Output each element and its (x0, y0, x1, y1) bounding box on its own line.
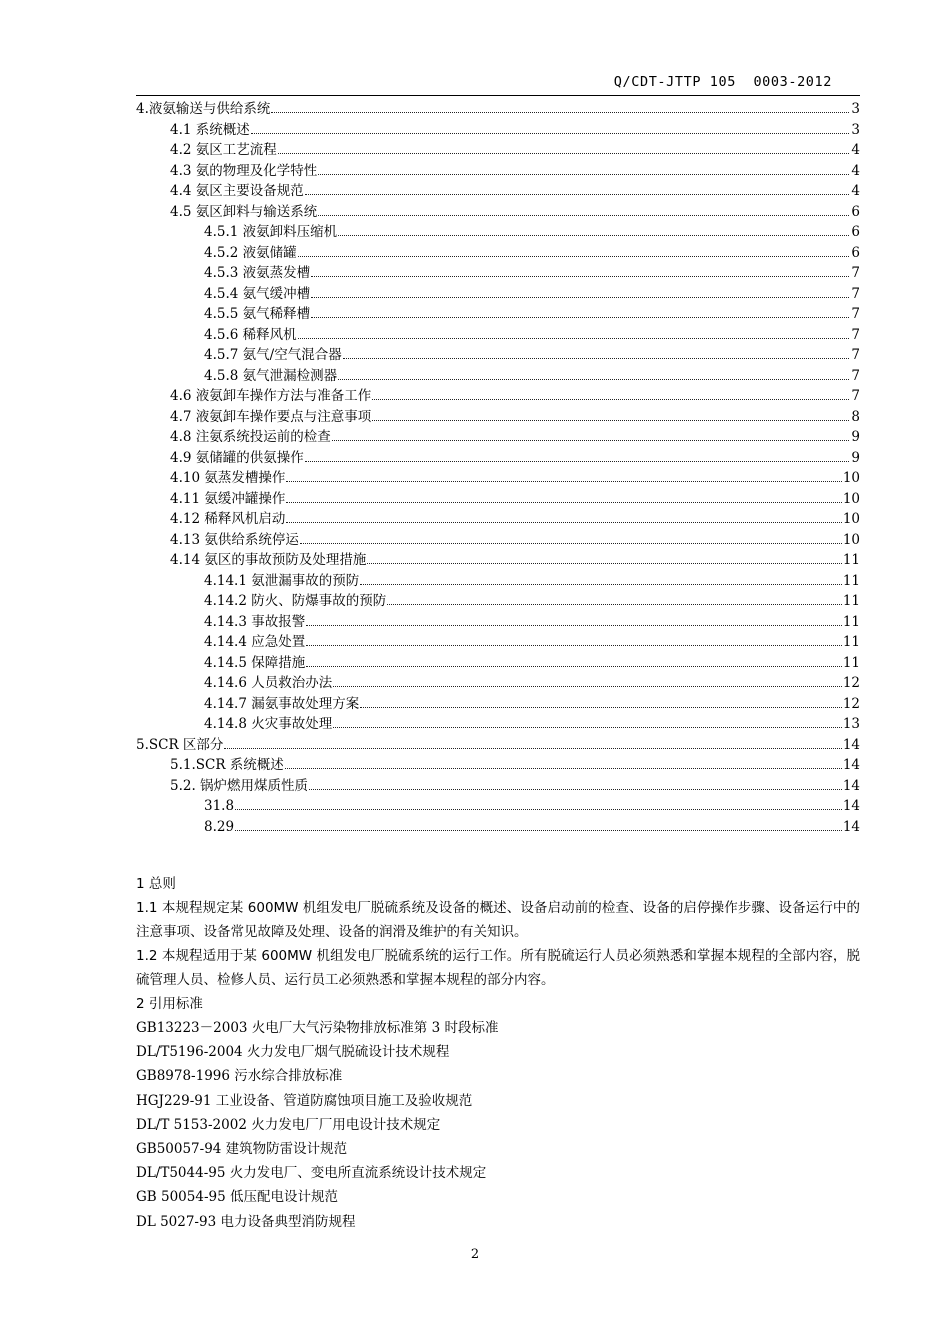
toc-entry-title: 4.3 氨的物理及化学特性 (170, 162, 318, 179)
toc-dot-leader (311, 276, 849, 277)
toc-entry-title: 5.1.SCR 系统概述 (170, 757, 284, 773)
toc-entry-page: 7 (851, 326, 860, 343)
section-heading-references: 2 引用标准 (136, 996, 203, 1012)
toc-entry-page: 14 (842, 777, 860, 794)
toc-entry-title: 4.5.5 氨气稀释槽 (204, 306, 311, 322)
toc-entry-page: 11 (842, 613, 860, 630)
toc-dot-leader (333, 686, 842, 687)
toc-entry-page: 10 (842, 490, 860, 507)
toc-entry[interactable] (136, 509, 860, 530)
toc-entry-page: 10 (842, 531, 860, 548)
standard-item: DL/T5044-95 火力发电厂、变电所直流系统设计技术规定 (136, 1165, 487, 1182)
toc-entry-page: 9 (851, 429, 860, 445)
toc-dot-leader (300, 543, 842, 544)
toc-entry[interactable] (136, 735, 860, 756)
toc-entry-page: 10 (842, 470, 860, 486)
toc-dot-leader (387, 604, 842, 605)
toc-entry-title: 8.29 (204, 818, 235, 835)
document-body (136, 872, 860, 1234)
toc-entry[interactable] (136, 222, 860, 243)
toc-entry[interactable] (136, 653, 860, 674)
toc-entry[interactable] (136, 796, 860, 817)
toc-entry-page: 4 (851, 162, 860, 179)
toc-dot-leader (298, 338, 849, 339)
toc-entry-title: 4.5.6 稀释风机 (204, 326, 297, 343)
toc-entry-title: 4.7 液氨卸车操作要点与注意事项 (170, 408, 372, 425)
toc-entry-page: 11 (842, 593, 860, 609)
toc-entry-title: 4.5.1 液氨卸料压缩机 (204, 224, 338, 240)
toc-entry[interactable] (136, 366, 860, 387)
toc-dot-leader (372, 399, 849, 400)
toc-dot-leader (306, 625, 842, 626)
toc-entry-title: 4.液氨输送与供给系统 (136, 101, 271, 117)
toc-dot-leader (338, 235, 849, 236)
toc-entry-title: 4.9 氨储罐的供氨操作 (170, 449, 304, 466)
toc-entry-title: 4.8 注氨系统投运前的检查 (170, 429, 331, 445)
toc-entry-page: 8 (851, 408, 860, 425)
toc-entry-title: 4.4 氨区主要设备规范 (170, 183, 304, 199)
toc-entry-page: 7 (851, 306, 860, 322)
toc-dot-leader (311, 317, 849, 318)
toc-entry-page: 7 (851, 265, 860, 281)
toc-entry-title: 4.5.7 氨气/空气混合器 (204, 347, 342, 363)
toc-dot-leader (360, 707, 842, 708)
toc-entry-page: 14 (842, 736, 860, 753)
toc-dot-leader (251, 133, 849, 134)
toc-dot-leader (305, 194, 849, 195)
toc-entry[interactable] (136, 386, 860, 407)
toc-entry-page: 11 (842, 552, 860, 568)
toc-entry[interactable] (136, 325, 860, 346)
toc-dot-leader (343, 358, 849, 359)
toc-dot-leader (271, 112, 849, 113)
toc-dot-leader (332, 440, 849, 441)
toc-entry-title: 4.5.4 氨气缓冲槽 (204, 285, 311, 302)
toc-entry[interactable] (136, 817, 860, 838)
toc-dot-leader (298, 256, 849, 257)
toc-entry-page: 4 (851, 142, 860, 158)
toc-entry-title: 4.10 氨蒸发槽操作 (170, 470, 286, 486)
toc-entry[interactable] (136, 304, 860, 325)
toc-dot-leader (360, 584, 842, 585)
toc-entry[interactable] (136, 591, 860, 612)
toc-dot-leader (305, 461, 849, 462)
toc-dot-leader (224, 748, 841, 749)
standard-item: DL/T 5153-2002 火力发电厂厂用电设计技术规定 (136, 1116, 441, 1133)
toc-dot-leader (318, 215, 849, 216)
toc-dot-leader (311, 297, 849, 298)
toc-entry-page: 4 (851, 183, 860, 199)
toc-entry-title: 4.1 系统概述 (170, 121, 250, 138)
toc-entry-page: 11 (842, 572, 860, 589)
toc-dot-leader (286, 481, 841, 482)
toc-entry-page: 10 (842, 511, 860, 527)
toc-entry[interactable] (136, 202, 860, 223)
toc-entry-title: 4.14 氨区的事故预防及处理措施 (170, 552, 367, 568)
toc-dot-leader (309, 789, 842, 790)
standard-item: DL/T5196-2004 火力发电厂烟气脱硫设计技术规程 (136, 1044, 450, 1061)
toc-dot-leader (286, 502, 841, 503)
toc-entry-page: 12 (842, 695, 860, 712)
toc-entry-page: 14 (842, 798, 860, 814)
standard-item: GB50057-94 建筑物防雷设计规范 (136, 1140, 348, 1157)
toc-entry-title: 5.SCR 区部分 (136, 736, 224, 753)
toc-entry[interactable] (136, 448, 860, 469)
toc-entry[interactable] (136, 489, 860, 510)
toc-entry-title: 4.5.8 氨气泄漏检测器 (204, 367, 338, 384)
toc-entry[interactable] (136, 632, 860, 653)
toc-dot-leader (306, 666, 842, 667)
toc-dot-leader (306, 645, 842, 646)
toc-entry-title: 4.5.3 液氨蒸发槽 (204, 265, 311, 281)
standard-item: GB8978-1996 污水综合排放标准 (136, 1068, 343, 1085)
page-number: 2 (470, 1247, 480, 1262)
paragraph-1-2: 1.2 本规程适用于某 600MW 机组发电厂脱硫系统的运行工作。所有脱硫运行人员必须熟悉和掌握本规程的全部内容，脱硫管理人员、检修人员、运行员工必须熟悉和掌握本规程的部分内容。 (136, 948, 860, 988)
toc-entry-page: 14 (842, 818, 860, 835)
toc-entry-title: 4.2 氨区工艺流程 (170, 142, 277, 158)
toc-entry-page: 6 (851, 224, 860, 240)
toc-dot-leader (235, 809, 842, 810)
toc-dot-leader (318, 174, 849, 175)
toc-dot-leader (372, 420, 849, 421)
toc-entry[interactable] (136, 181, 860, 202)
toc-entry-page: 13 (842, 716, 860, 732)
toc-entry-title: 5.2. 锅炉燃用煤质性质 (170, 777, 309, 794)
toc-entry-page: 6 (851, 203, 860, 220)
toc-entry[interactable] (136, 571, 860, 592)
toc-entry-title: 4.14.6 人员救治办法 (204, 675, 333, 691)
toc-entry[interactable] (136, 161, 860, 182)
paragraph-1-1: 1.1 本规程规定某 600MW 机组发电厂脱硫系统及设备的概述、设备启动前的检查、设备的启停操作步骤、设备运行中的注意事项、设备常见故障及处理、设备的润滑及维护的有关知识。 (136, 900, 860, 940)
toc-entry-title: 4.13 氨供给系统停运 (170, 531, 299, 548)
toc-entry[interactable] (136, 407, 860, 428)
toc-dot-leader (367, 563, 841, 564)
toc-entry-title: 4.14.5 保障措施 (204, 654, 306, 671)
section-heading-general: 1 总则 (136, 876, 176, 892)
standard-item: GB 50054-95 低压配电设计规范 (136, 1189, 338, 1206)
toc-entry-title: 4.14.4 应急处置 (204, 634, 306, 650)
toc-entry[interactable] (136, 550, 860, 571)
toc-entry-title: 4.5.2 液氨储罐 (204, 244, 297, 261)
toc-entry-page: 7 (851, 367, 860, 384)
toc-entry-page: 3 (851, 121, 860, 138)
toc-entry-page: 3 (851, 101, 860, 117)
standard-item: DL 5027-93 电力设备典型消防规程 (136, 1213, 356, 1230)
toc-entry[interactable] (136, 243, 860, 264)
toc-entry[interactable] (136, 468, 860, 489)
toc-entry-title: 4.14.3 事故报警 (204, 613, 306, 630)
toc-entry-title: 4.11 氨缓冲罐操作 (170, 490, 286, 507)
toc-entry-title: 4.12 稀释风机启动 (170, 511, 286, 527)
toc-entry[interactable] (136, 714, 860, 735)
toc-entry[interactable] (136, 120, 860, 141)
toc-entry[interactable] (136, 755, 860, 776)
toc-entry-page: 7 (851, 347, 860, 363)
table-of-contents (136, 99, 860, 837)
toc-entry-page: 11 (842, 634, 860, 650)
toc-entry-title: 4.6 液氨卸车操作方法与准备工作 (170, 388, 372, 404)
toc-entry[interactable] (136, 530, 860, 551)
toc-dot-leader (338, 379, 849, 380)
toc-entry-page: 12 (842, 675, 860, 691)
toc-entry[interactable] (136, 612, 860, 633)
toc-entry-title: 31.8 (204, 798, 235, 814)
toc-entry-title: 4.14.7 漏氨事故处理方案 (204, 695, 360, 712)
toc-entry[interactable] (136, 427, 860, 448)
toc-entry[interactable] (136, 345, 860, 366)
toc-entry-page: 7 (851, 388, 860, 404)
toc-entry-page: 7 (851, 285, 860, 302)
toc-dot-leader (285, 768, 842, 769)
toc-entry-title: 4.5 氨区卸料与输送系统 (170, 203, 318, 220)
toc-entry[interactable] (136, 99, 860, 120)
standard-item: GB13223－2003 火电厂大气污染物排放标准第 3 时段标准 (136, 1020, 499, 1036)
toc-dot-leader (286, 522, 841, 523)
toc-dot-leader (278, 153, 849, 154)
toc-entry-page: 6 (851, 244, 860, 261)
standard-item: HGJ229-91 工业设备、管道防腐蚀项目施工及验收规范 (136, 1092, 473, 1109)
toc-entry[interactable] (136, 140, 860, 161)
toc-entry[interactable] (136, 673, 860, 694)
toc-entry[interactable] (136, 776, 860, 797)
toc-dot-leader (333, 727, 842, 728)
toc-entry-page: 9 (851, 449, 860, 466)
toc-entry[interactable] (136, 263, 860, 284)
toc-entry[interactable] (136, 694, 860, 715)
header-rule (136, 95, 860, 96)
toc-entry-title: 4.14.1 氨泄漏事故的预防 (204, 572, 360, 589)
document-code: Q/CDT-JTTP 105 0003-2012 (613, 74, 832, 90)
toc-entry-title: 4.14.2 防火、防爆事故的预防 (204, 593, 387, 609)
toc-entry-title: 4.14.8 火灾事故处理 (204, 716, 333, 732)
toc-dot-leader (235, 830, 842, 831)
toc-entry-page: 14 (842, 757, 860, 773)
toc-entry[interactable] (136, 284, 860, 305)
toc-entry-page: 11 (842, 654, 860, 671)
